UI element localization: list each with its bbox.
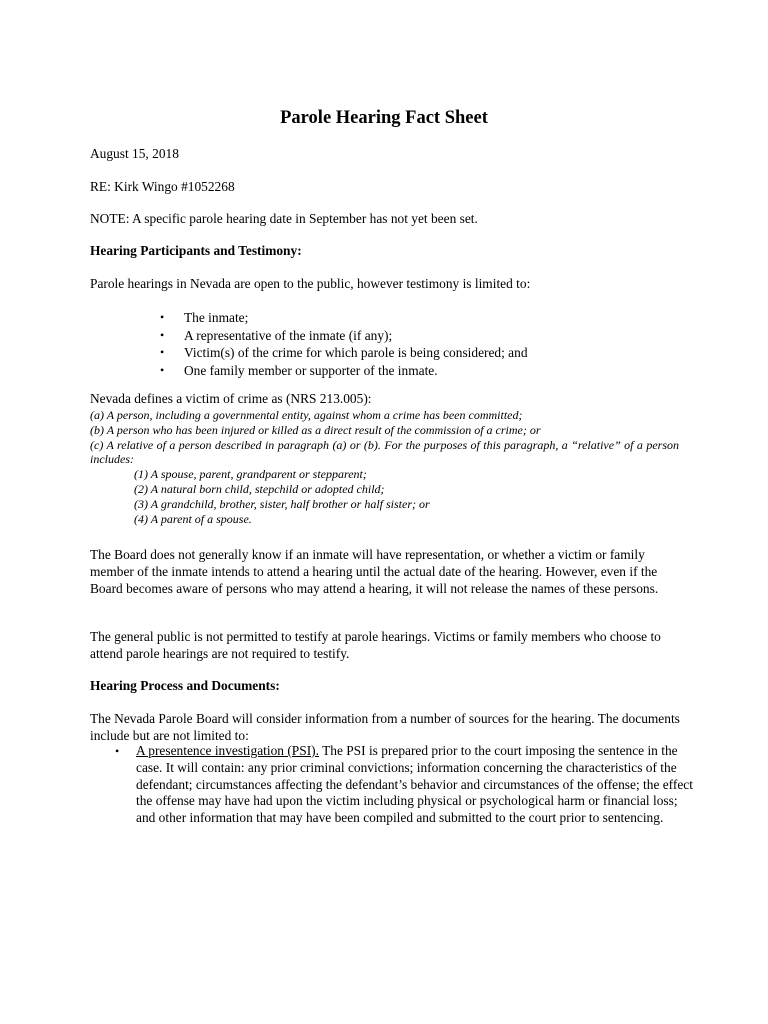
list-item: • One family member or supporter of the inmate. xyxy=(160,362,438,378)
section-heading-process: Hearing Process and Documents: xyxy=(90,678,280,693)
bullet-icon: • xyxy=(160,345,165,360)
documents-list xyxy=(115,743,695,827)
victim-definitions xyxy=(90,408,679,526)
bullet-icon: • xyxy=(115,744,120,758)
definition-item: (a) A person, including a governmental entity, against whom a crime has been committed; xyxy=(90,408,523,422)
participants-list xyxy=(160,309,528,379)
document-date: August 15, 2018 xyxy=(90,146,179,161)
list-item: • The inmate; xyxy=(160,310,249,325)
list-item xyxy=(115,743,695,827)
note-line: NOTE: A specific parole hearing date in September has not yet been set. xyxy=(90,211,478,226)
relative-definition-item: (3) A grandchild, brother, sister, half brother or half sister; or xyxy=(134,496,430,511)
re-line: RE: Kirk Wingo #1052268 xyxy=(90,179,235,194)
relative-definition-item: (4) A parent of a spouse. xyxy=(134,511,252,526)
victim-definition-intro: Nevada defines a victim of crime as (NRS 213.005): xyxy=(90,391,372,406)
definition-item: (b) A person who has been injured or killed as a direct result of the commission of a crime; or xyxy=(90,422,541,437)
process-intro: The Nevada Parole Board will consider information from a number of sources for the hearing. The documents include but are not limited to: xyxy=(90,711,680,743)
list-item: • Victim(s) of the crime for which parole is being considered; and xyxy=(160,345,528,361)
participants-intro: Parole hearings in Nevada are open to the public, however testimony is limited to: xyxy=(90,276,531,291)
list-item: • A representative of the inmate (if any); xyxy=(160,327,393,343)
board-paragraph: The Board does not generally know if an inmate will have representation, or whether a victim or family member of the inmate intends to attend a hearing until the actual date of the hearing. However, even if the Board becomes aware of persons who may attend a hearing, it will not release the names of these persons. xyxy=(90,547,659,596)
bullet-icon: • xyxy=(160,362,165,377)
document-item-text: The PSI is prepared prior to the court imposing the sentence in the case. It will contain: any prior criminal convictions; information concerning the characteristics of the defendant; circumstances affecting the defendant’s behavior and circumstances of the offense; the effect the offense may have had upon the victim including physical or psychological harm or financial loss; and other information that may have been compiled and submitted to the court prior to sentencing. xyxy=(136,743,693,826)
definition-item: (c) A relative of a person described in paragraph (a) or (b). For the purposes of this paragraph, a “relative” of a person includes: xyxy=(90,437,679,467)
relative-definition-item: (2) A natural born child, stepchild or adopted child; xyxy=(134,481,385,496)
document-title: Parole Hearing Fact Sheet xyxy=(280,108,488,128)
bullet-icon: • xyxy=(160,310,165,324)
bullet-icon: • xyxy=(160,327,165,342)
document-item-label: A presentence investigation (PSI). xyxy=(136,743,319,758)
public-paragraph: The general public is not permitted to testify at parole hearings. Victims or family members who choose to attend parole hearings are not required to testify. xyxy=(90,629,661,661)
section-heading-participants: Hearing Participants and Testimony: xyxy=(90,243,302,258)
relative-definition-item: (1) A spouse, parent, grandparent or stepparent; xyxy=(134,467,367,482)
